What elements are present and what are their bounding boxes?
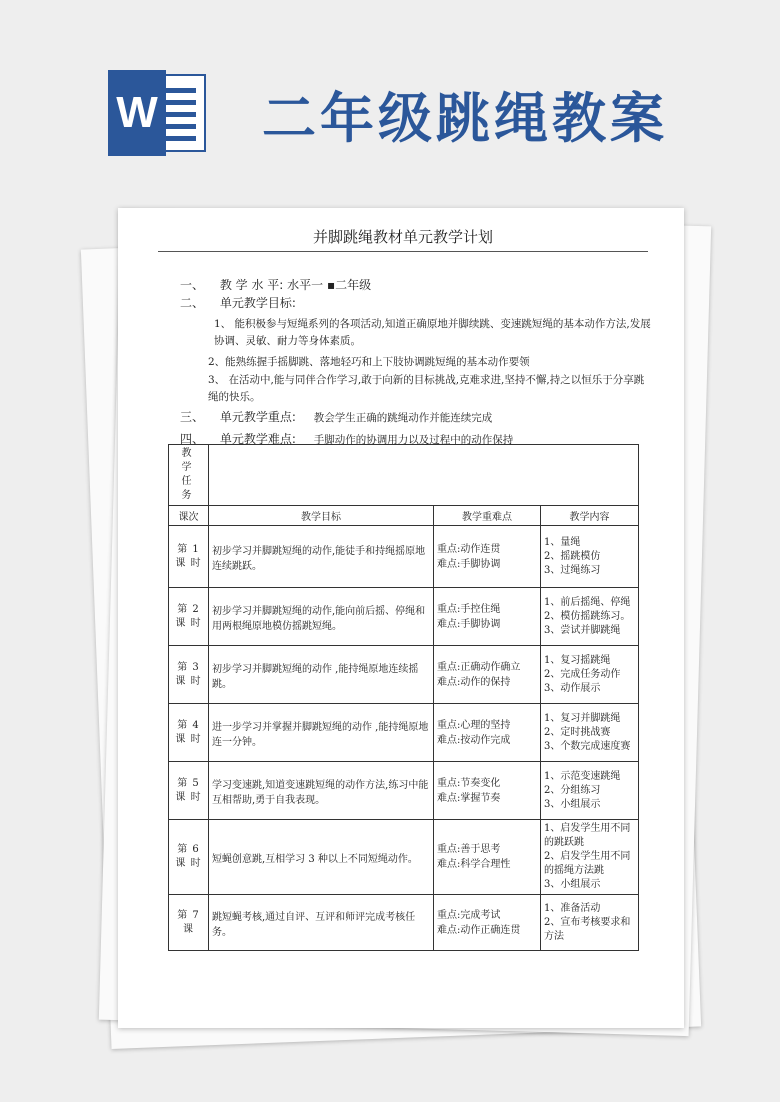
difficult-point: 难点:动作正确连贯 (437, 924, 521, 936)
key-point: 重点:手控住绳 (437, 603, 501, 615)
content-item: 2、分组练习 (544, 784, 601, 796)
table-row (169, 646, 639, 704)
lesson-goal: 跳短蝇考核,通过自评、互评和师评完成考核任务。 (209, 895, 434, 951)
difficult-point: 难点:掌握节奏 (437, 792, 501, 804)
difficult-point: 难点:手脚协调 (437, 558, 501, 570)
lesson-content (541, 588, 639, 646)
content-item: 1、示范变速跳绳 (544, 770, 621, 782)
content-item: 1、复习摇跳绳 (544, 654, 611, 666)
lesson-content (541, 526, 639, 588)
key-point: 重点:动作连贯 (437, 543, 501, 555)
lesson-content (541, 820, 639, 895)
content-item: 1、复习并脚跳绳 (544, 712, 621, 724)
lesson-number: 第 7 课 (169, 895, 209, 951)
key-point: 重点:善于思考 (437, 844, 501, 855)
content-item: 1、量绳 (544, 536, 581, 548)
content-item: 2、启发学生用不同的摇绳方法跳 (544, 851, 631, 876)
section-difficulty: 四、 单元教学难点: 手脚动作的协调用力以及过程中的动作保持 (180, 432, 514, 446)
lesson-number: 第 6 课 时 (169, 820, 209, 895)
key-point: 重点:正确动作确立 (437, 661, 521, 673)
lesson-number: 第 4 课 时 (169, 704, 209, 762)
section-level: 一、 教 学 水 平: 水平一 ▪二年级 (180, 278, 372, 292)
task-label: 教 学 任 务 (169, 445, 209, 506)
content-item: 2、摇跳模仿 (544, 550, 601, 562)
content-item: 2、完成任务动作 (544, 668, 621, 680)
lesson-goal: 初步学习并脚跳短绳的动作 ,能持绳原地连续摇跳。 (209, 646, 434, 704)
key-point: 重点:节奏变化 (437, 777, 501, 789)
table-row (169, 762, 639, 820)
content-item: 1、启发学生用不同的跳跃跳 (544, 823, 631, 848)
goal-item: 1、 能积极参与短绳系列的各项活动,知道正确原地并脚续跳、变速跳短绳的基本动作方法,发展协调、灵敏、耐力等身体素质。 (214, 318, 651, 347)
header-lesson: 课次 (169, 506, 209, 526)
lesson-goal: 初步学习并脚跳短绳的动作,能向前后摇、停绳和用两根绳原地模仿摇跳短绳。 (209, 588, 434, 646)
table-row (169, 820, 639, 895)
header-goal: 教学目标 (209, 506, 434, 526)
table-row (169, 526, 639, 588)
content-item: 3、个数完成速度赛 (544, 740, 631, 752)
lesson-number: 第 1 课 时 (169, 526, 209, 588)
content-item: 1、前后摇绳、停绳 (544, 596, 631, 608)
content-item: 3、过绳练习 (544, 564, 601, 576)
key-point: 重点:完成考试 (437, 909, 501, 921)
lesson-content (541, 704, 639, 762)
lesson-keypoints (434, 526, 541, 588)
content-item: 1、准备活动 (544, 902, 601, 914)
lesson-goal: 进一步学习并掌握并脚跳短绳的动作 ,能持绳原地连一分钟。 (209, 704, 434, 762)
content-item: 3、小组展示 (544, 879, 601, 890)
header-content: 教学内容 (541, 506, 639, 526)
content-item: 2、定时挑战赛 (544, 726, 611, 738)
word-logo-letter: W (108, 70, 166, 156)
content-item: 3、小组展示 (544, 798, 601, 810)
lesson-keypoints (434, 820, 541, 895)
lesson-keypoints (434, 704, 541, 762)
difficult-point: 难点:手脚协调 (437, 618, 501, 630)
goal-item: 3、 在活动中,能与同伴合作学习,敢于向新的目标挑战,克难求进,坚持不懈,持之以恒乐于分享跳绳的快乐。 (208, 374, 645, 403)
difficult-point: 难点:按动作完成 (437, 734, 511, 746)
difficult-point: 难点:动作的保持 (437, 676, 511, 688)
content-item: 3、动作展示 (544, 682, 601, 694)
table-task-row (169, 445, 639, 506)
table-header-row (169, 506, 639, 526)
content-item: 2、宣布考核要求和方法 (544, 916, 631, 942)
lesson-keypoints (434, 895, 541, 951)
document-title: 并脚跳绳教材单元教学计划 (158, 226, 648, 252)
lesson-content (541, 646, 639, 704)
document-page (118, 208, 684, 1028)
section-key-point: 三、 单元教学重点: 教会学生正确的跳绳动作并能连续完成 (180, 410, 493, 424)
difficult-point: 难点:科学合理性 (437, 859, 511, 870)
key-point: 重点:心理的坚持 (437, 719, 511, 731)
page-title: 二年级跳绳教案 (262, 87, 668, 150)
table-row (169, 704, 639, 762)
lesson-content (541, 762, 639, 820)
lesson-keypoints (434, 762, 541, 820)
lesson-goal: 短蝇创意跳,互相学习 3 种以上不同短绳动作。 (209, 820, 434, 895)
section-goals: 二、 单元教学目标: (180, 296, 296, 310)
content-item: 3、尝试并脚跳绳 (544, 624, 621, 636)
table-row (169, 895, 639, 951)
lesson-number: 第 2 课 时 (169, 588, 209, 646)
lesson-number: 第 3 课 时 (169, 646, 209, 704)
lesson-goal: 初步学习并脚跳短绳的动作,能徒手和持绳摇原地连续跳跃。 (209, 526, 434, 588)
word-app-icon (108, 70, 208, 156)
lesson-keypoints (434, 646, 541, 704)
lesson-plan-table (168, 444, 639, 951)
lesson-content (541, 895, 639, 951)
content-item: 2、模仿摇跳练习。 (544, 610, 631, 622)
lesson-keypoints (434, 588, 541, 646)
lesson-number: 第 5 课 时 (169, 762, 209, 820)
header-keypoints: 教学重难点 (434, 506, 541, 526)
table-row (169, 588, 639, 646)
lesson-goal: 学习变速跳,知道变速跳短绳的动作方法,练习中能互相帮助,勇于自我表现。 (209, 762, 434, 820)
goal-item: 2、能熟练握手摇脚跳、落地轻巧和上下肢协调跳短绳的基本动作要领 (208, 356, 530, 368)
